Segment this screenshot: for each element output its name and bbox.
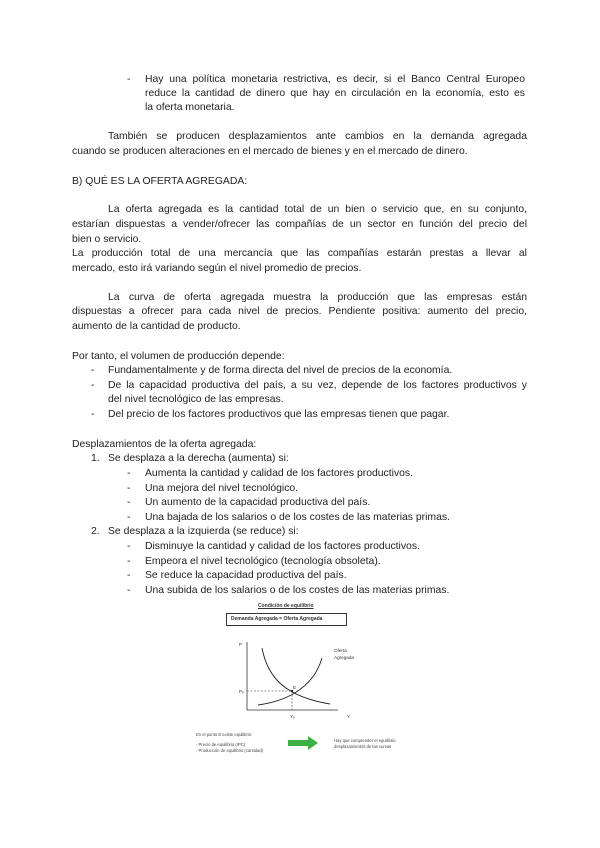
note-line-2: - Producción de equilibrio (cantidad)	[196, 748, 264, 753]
bullet-dash: -	[91, 380, 95, 391]
volumen-item-1: Fundamentalmente y de forma directa del nivel de precios de la economía.	[108, 365, 453, 376]
volumen-intro: Por tanto, el volumen de producción depende:	[72, 351, 285, 362]
note-line-1: - Precio de equilibrio (IPC)	[196, 742, 246, 747]
bullet-dash: -	[127, 585, 131, 596]
bullet-dash: -	[91, 409, 95, 420]
para-curva-line-2: dispuestas a ofrecer para cada nivel de precios. Pendiente positiva: aumento del precio,	[72, 306, 527, 317]
e-label: E	[293, 685, 297, 690]
figure-title: Condición de equilibrio	[258, 603, 314, 609]
supply-label-2: Agregada	[334, 655, 354, 660]
right-note-1: Hay que comprender el equilibrio	[334, 738, 396, 743]
intro-bullet-line-3: la oferta monetaria.	[145, 102, 235, 113]
bullet-dash: -	[127, 74, 131, 85]
bullet-dash: -	[127, 541, 131, 552]
axis-y-label: Y	[347, 714, 351, 719]
right-note-2: desplazamientos de las curvas	[334, 744, 392, 749]
para-demanda-line-1: También se producen desplazamientos ante cambios en la demanda agregada	[108, 131, 527, 142]
para-demanda-line-2: cuando se producen alteraciones en el mercado de bienes y en el mercado de dinero.	[72, 146, 468, 157]
ye-label: Yₑ	[290, 714, 295, 719]
para-def-line-3: bien o servicio.	[72, 234, 142, 245]
group-2-title: Se desplaza a la izquierda (se reduce) si:	[108, 526, 299, 537]
bullet-dash: -	[127, 570, 131, 581]
volumen-item-3: Del precio de los factores productivos que las empresas tienen que pagar.	[108, 409, 450, 420]
desplazamientos-intro: Desplazamientos de la oferta agregada:	[72, 439, 257, 450]
volumen-item-2-line-1: De la capacidad productiva del país, a su vez, depende de los factores productivos y	[108, 380, 527, 391]
para-def-line-1: La oferta agregada es la cantidad total de un bien o servicio que, en su conjunto,	[108, 204, 527, 215]
list-number: 2.	[91, 526, 100, 537]
para-curva-line-3: aumento de la cantidad de producto.	[72, 321, 241, 332]
equilibrium-figure	[190, 600, 430, 760]
group-1-item-3: Un aumento de la capacidad productiva del país.	[145, 497, 371, 508]
intro-bullet-line-1: Hay una política monetaria restrictiva, es decir, si el Banco Central Europeo	[145, 74, 525, 85]
pe-label: Pₑ	[239, 689, 244, 694]
bullet-dash: -	[127, 497, 131, 508]
group-2-item-3: Se reduce la capacidad productiva del país.	[145, 570, 347, 581]
group-1-item-4: Una bajada de los salarios o de los costes de las materias primas.	[145, 512, 450, 523]
bullet-dash: -	[91, 365, 95, 376]
volumen-item-2-line-2: del nivel tecnológico de las empresas.	[108, 394, 284, 405]
bullet-dash: -	[127, 483, 131, 494]
para-prod-line-1: La producción total de una mercancía que las compañías estarán prestas a llevar al	[72, 248, 527, 259]
para-def-line-2: estarían dispuestas a vender/ofrecer las compañías de un sector en función del precio del	[72, 219, 527, 230]
group-1-title: Se desplaza a la derecha (aumenta) si:	[108, 453, 289, 464]
equation-text: Demanda Agregada = Oferta Agregada	[231, 616, 323, 622]
supply-label-1: Oferta	[334, 648, 347, 653]
section-heading: B) QUÉ ES LA OFERTA AGREGADA:	[72, 176, 248, 187]
group-1-item-2: Una mejora del nivel tecnológico.	[145, 483, 299, 494]
group-1-item-1: Aumenta la cantidad y calidad de los factores productivos.	[145, 468, 414, 479]
axis-p-label: P	[239, 642, 243, 647]
group-2-item-4: Una subida de los salarios o de los costes de las materias primas.	[145, 585, 450, 596]
intro-bullet-line-2: reduce la cantidad de dinero que hay en circulación en la economía, esto es	[145, 88, 525, 99]
para-curva-line-1: La curva de oferta agregada muestra la producción que las empresas están	[108, 292, 527, 303]
list-number: 1.	[91, 453, 100, 464]
group-2-item-1: Disminuye la cantidad y calidad de los factores productivos.	[145, 541, 420, 552]
note-title: En el punto E existe equilibrio:	[196, 732, 253, 737]
bullet-dash: -	[127, 468, 131, 479]
para-prod-line-2: mercado, esto irá variando según el nivel promedio de precios.	[72, 263, 362, 274]
right-arrow-icon	[288, 736, 318, 750]
group-2-item-2: Empeora el nivel tecnológico (tecnología obsoleta).	[145, 556, 381, 567]
demand-curve	[262, 648, 330, 704]
bullet-dash: -	[127, 512, 131, 523]
bullet-dash: -	[127, 556, 131, 567]
